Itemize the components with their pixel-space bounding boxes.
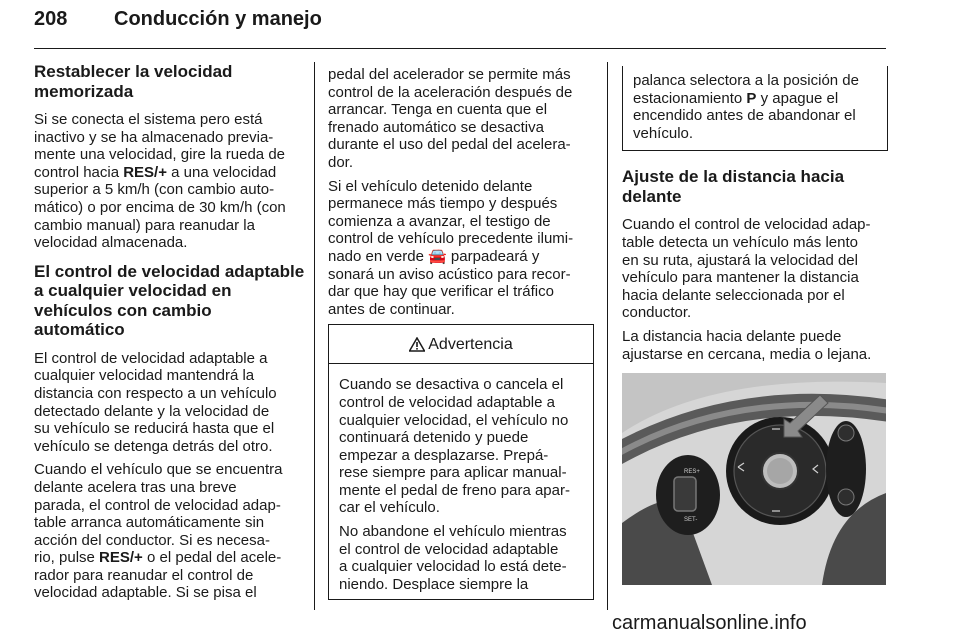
text-line: comienza a avanzar, el testigo de [328, 212, 551, 230]
text-line: Cuando el vehículo que se encuentra [34, 461, 283, 479]
paragraph [622, 328, 888, 363]
text-line: cualquier velocidad mantendrá la [34, 367, 255, 385]
text-line: table arranca automáticamente sin [34, 514, 265, 532]
heading-line: Ajuste de la distancia hacia [622, 167, 845, 187]
text-line: en su ruta, ajustará la velocidad del [622, 251, 858, 269]
text-line: Si el vehículo detenido delante [328, 177, 533, 195]
section-heading-adaptive-cruise [34, 262, 306, 340]
text-line: velocidad almacenada. [34, 234, 188, 252]
text-line: cualquier velocidad, el vehículo no [339, 411, 569, 429]
warning-continuation [622, 66, 888, 151]
paragraph [34, 350, 306, 456]
text-line: Cuando se desactiva o cancela el [339, 376, 564, 394]
text-line: vehículo se detenga detrás del otro. [34, 437, 273, 455]
text-line: table detecta un vehículo más lento [622, 233, 858, 251]
heading-line: memorizada [34, 81, 134, 101]
set-label: SET- [684, 517, 698, 524]
steering-wheel-controls-illustration [622, 373, 886, 585]
warning-body [329, 364, 593, 593]
text-line: hacia delante seleccionada por el [622, 286, 845, 304]
text-line: palanca selectora a la posición de [633, 72, 859, 89]
text-line: continuará detenido y puede [339, 429, 529, 447]
column-divider [314, 62, 315, 610]
text-line: cambio manual) para reanudar la [34, 216, 255, 234]
text-line: mente el pedal de freno para apar- [339, 481, 570, 499]
paragraph [339, 376, 583, 517]
text-line: vehículo para mantener la distancia [622, 269, 859, 287]
text-line: parada, el control de velocidad adap- [34, 496, 281, 514]
text-line: El control de velocidad adaptable a [34, 349, 268, 367]
text-line: encendido antes de abandonar el [633, 107, 856, 125]
text-line: distancia con respecto a un vehículo [34, 384, 277, 402]
text-line: nado en verde 🚘 parpadeará y [328, 247, 540, 265]
column-2 [328, 66, 594, 600]
page-number: 208 [34, 8, 68, 30]
text-line: durante el uso del pedal del acelera- [328, 136, 571, 154]
heading-line: a cualquier velocidad en [34, 281, 232, 301]
text-line: su vehículo se reducirá hasta que el [34, 420, 275, 438]
warning-box [328, 324, 594, 600]
text-line: superior a 5 km/h (con cambio auto- [34, 181, 275, 199]
paragraph [328, 66, 594, 172]
text-line: Cuando el control de velocidad adap- [622, 216, 871, 234]
text-line: sonará un aviso acústico para recor- [328, 265, 571, 283]
text-line: control de la aceleración después de [328, 83, 573, 101]
watermark: carmanualsonline.info [612, 612, 807, 634]
text-line: inactivo y se ha almacenado previa- [34, 128, 274, 146]
text-line: control hacia RES/+ a una velocidad [34, 163, 277, 181]
text-line: delante acelera tras una breve [34, 478, 237, 496]
section-heading-distance [622, 167, 888, 206]
text-line: pedal del acelerador se permite más [328, 66, 571, 83]
text-line: conductor. [622, 304, 692, 322]
paragraph [34, 461, 306, 602]
heading-line: Restablecer la velocidad [34, 62, 233, 81]
text-line: rio, pulse RES/+ o el pedal del acele- [34, 549, 282, 567]
paragraph [622, 216, 888, 322]
text-line: rese siempre para aplicar manual- [339, 464, 567, 482]
text-line: control de velocidad adaptable a [339, 393, 555, 411]
text-line: rador para reanudar el control de [34, 566, 254, 584]
text-line: dor. [328, 153, 354, 171]
heading-line: vehículos con cambio automático [34, 300, 212, 340]
chapter-title: Conducción y manejo [114, 8, 322, 30]
text-line: acción del conductor. Si es necesa- [34, 531, 270, 549]
column-3 [622, 66, 888, 585]
text-line: Si se conecta el sistema pero está [34, 111, 263, 128]
text-line: vehículo. [633, 124, 694, 142]
text-line: mático) o por encima de 30 km/h (con [34, 198, 286, 216]
warning-title: Advertencia [428, 335, 513, 353]
text-line: mente una velocidad, gire la rueda de [34, 146, 286, 164]
text-line: velocidad adaptable. Si se pisa el [34, 584, 257, 602]
text-line: ajustarse en cercana, media o lejana. [622, 345, 872, 363]
column-divider [607, 62, 608, 610]
paragraph [34, 111, 306, 252]
paragraph [339, 523, 583, 593]
text-line: arrancar. Tenga en cuenta que el [328, 101, 548, 119]
res-label: RES+ [684, 469, 700, 476]
warning-icon [409, 337, 425, 352]
column-1 [34, 62, 306, 608]
text-line: antes de continuar. [328, 300, 455, 318]
paragraph [328, 178, 594, 319]
page-header [34, 4, 886, 49]
text-line: dar que hay que verificar el tráfico [328, 283, 554, 301]
heading-line: El control de velocidad adaptable [34, 261, 305, 281]
text-line: No abandone el vehículo mientras [339, 523, 567, 541]
text-line: estacionamiento P y apague el [633, 89, 839, 107]
steering-wheel-figure [622, 373, 886, 585]
text-line: detectado delante y la velocidad de [34, 402, 270, 420]
text-line: a cualquier velocidad lo está dete- [339, 558, 567, 576]
text-line: empezar a desplazarse. Prepá- [339, 446, 549, 464]
warning-header [329, 325, 593, 364]
text-line: control de vehículo precedente ilumi- [328, 230, 574, 248]
text-line: frenado automático se desactiva [328, 118, 544, 136]
section-heading-restore-speed [34, 62, 306, 101]
text-line: niendo. Desplace siempre la [339, 575, 529, 593]
heading-line: delante [622, 186, 682, 206]
text-line: permanece más tiempo y después [328, 195, 558, 213]
text-line: car el vehículo. [339, 499, 440, 517]
text-line: el control de velocidad adaptable [339, 540, 559, 558]
text-line: La distancia hacia delante puede [622, 327, 842, 345]
